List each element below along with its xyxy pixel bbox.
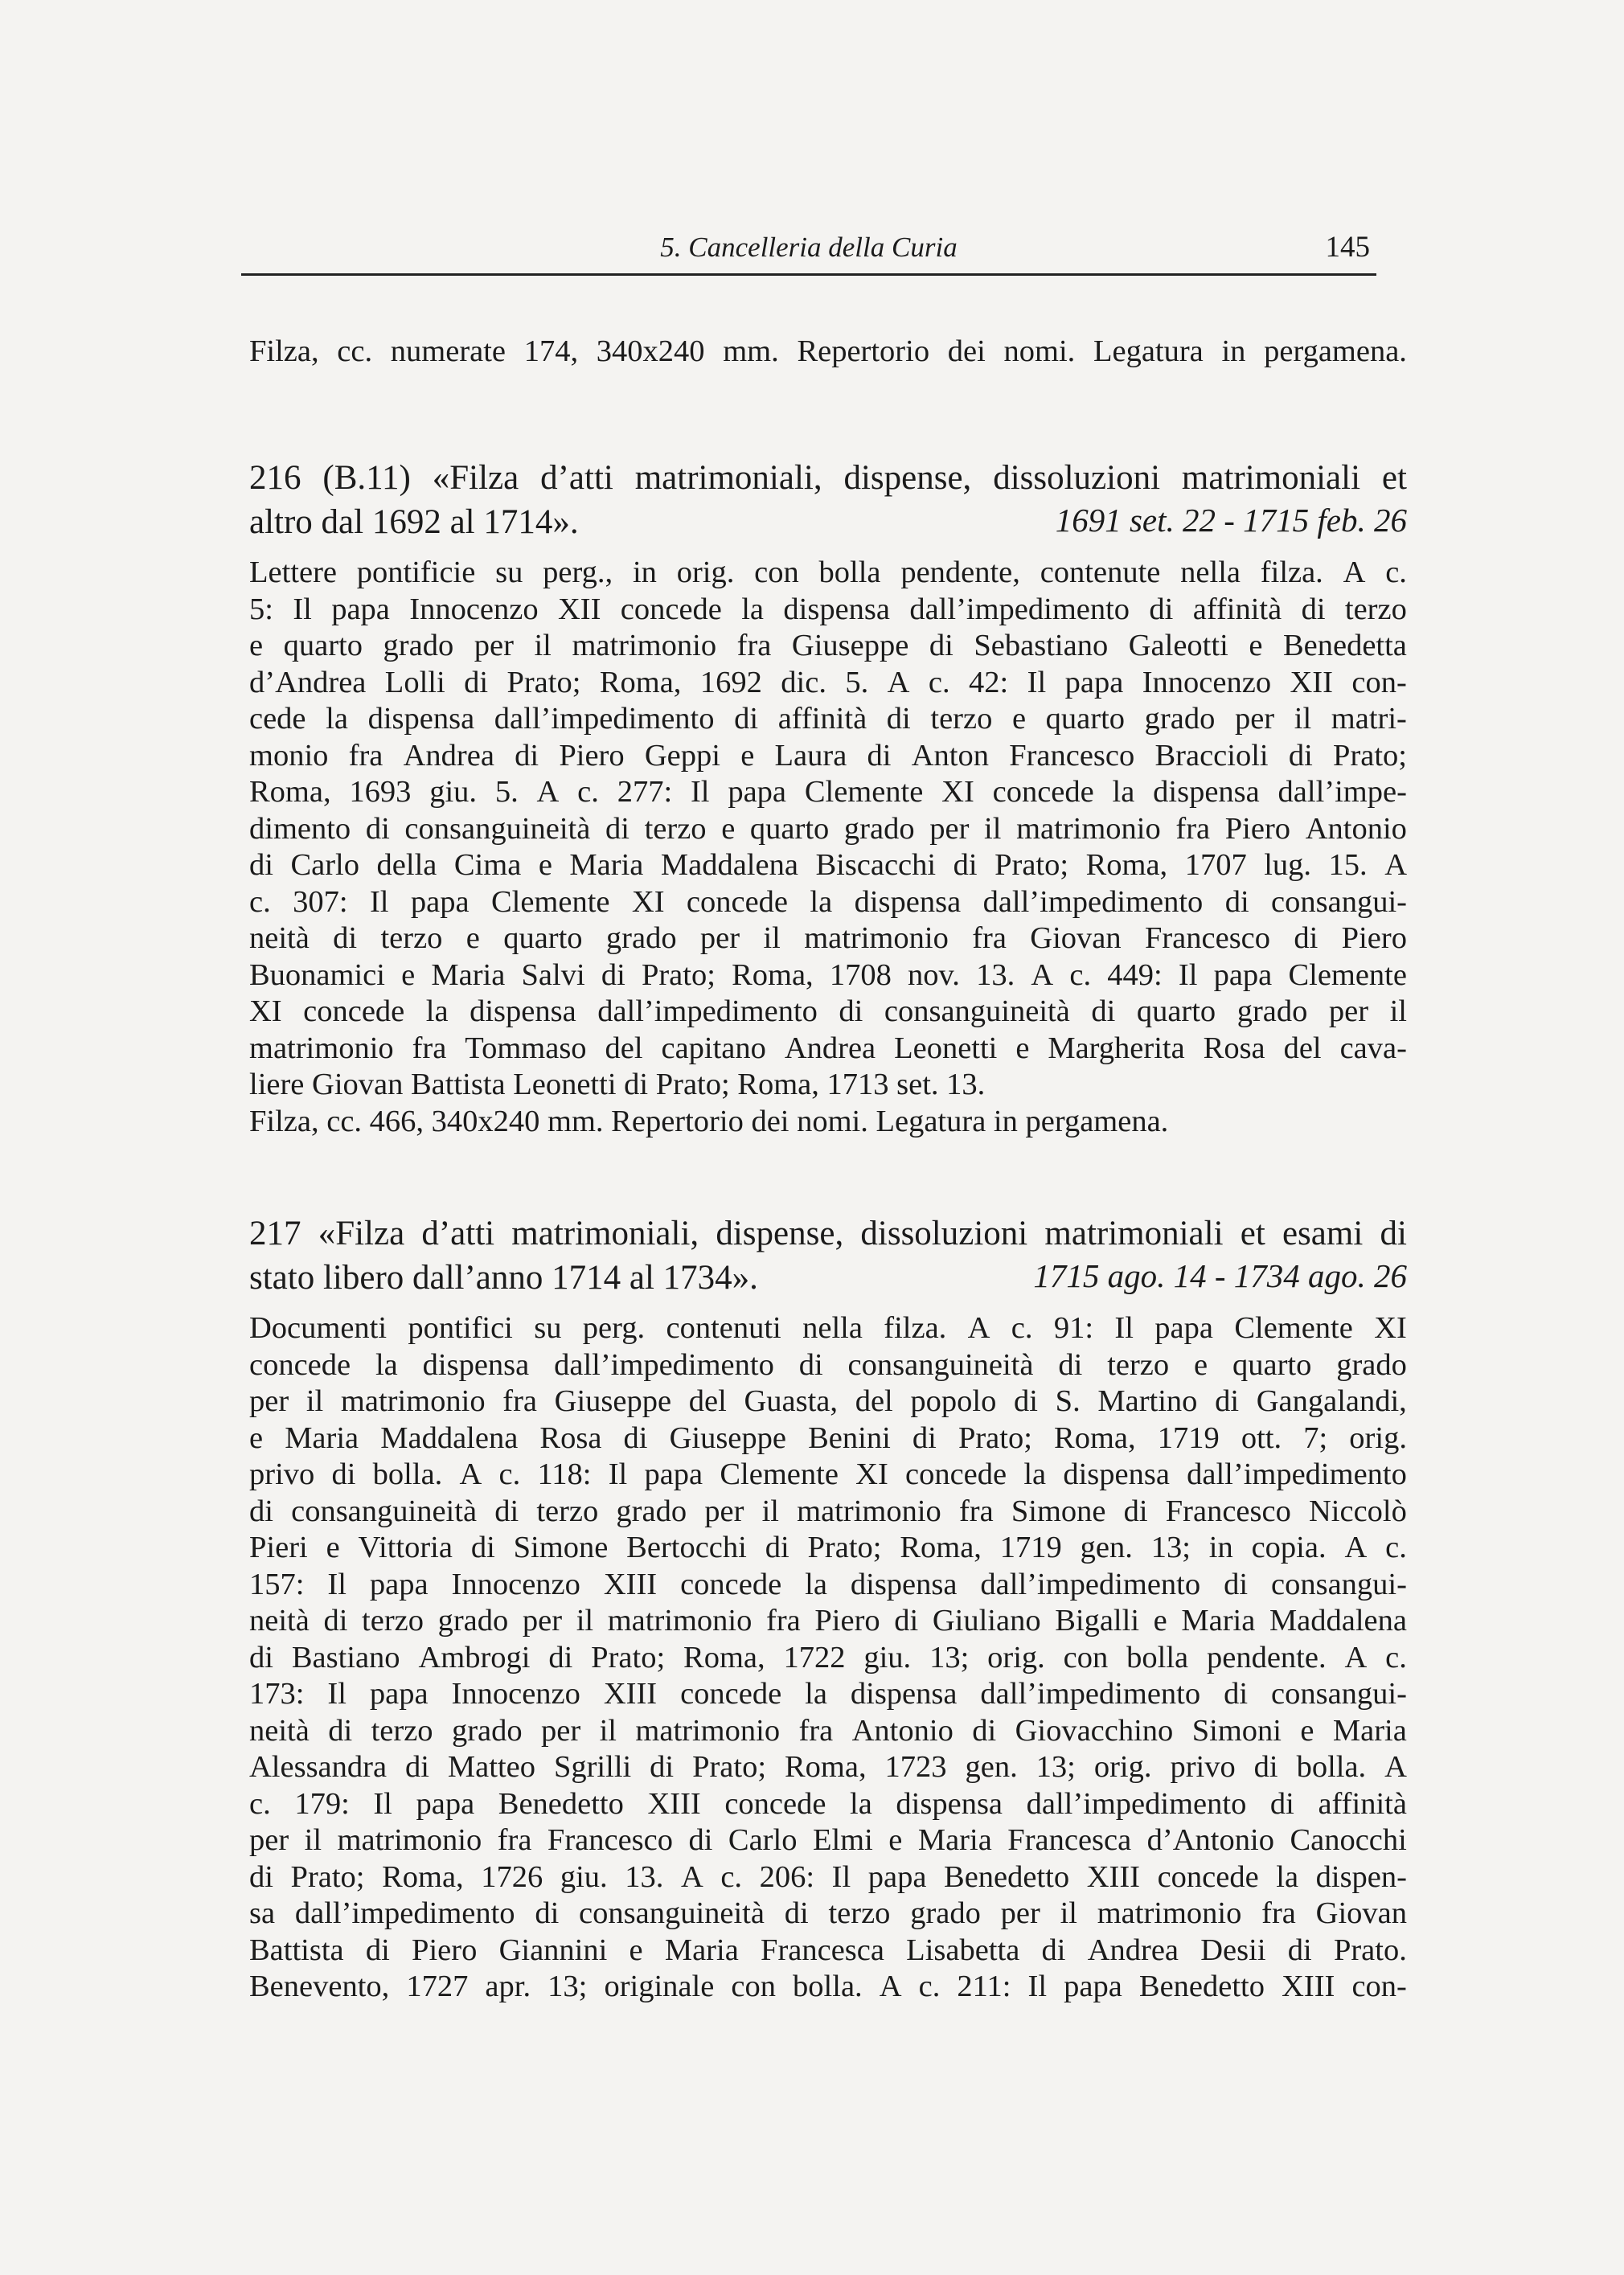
body-line: cede la dispensa dall’impedimento di affinità di terzo e quarto grado per il matri- (249, 702, 1407, 736)
body-line: Battista di Piero Giannini e Maria Francesca Lisabetta di Andrea Desii di Prato. (249, 1933, 1407, 1967)
entry-217-title-line: 217 «Filza d’atti matrimoniali, dispense, dissoluzioni matrimoniali et esami di (249, 1215, 1407, 1252)
entry-217-date: 1715 ago. 14 - 1734 ago. 26 (1033, 1257, 1407, 1294)
body-line: 173: Il papa Innocenzo XIII concede la dispensa dall’impedimento di consangui- (249, 1677, 1407, 1711)
entry-217-body (249, 1310, 1407, 2006)
body-line: d’Andrea Lolli di Prato; Roma, 1692 dic. 5. A c. 42: Il papa Innocenzo XII con- (249, 665, 1407, 699)
body-line: Pieri e Vittoria di Simone Bertocchi di Prato; Roma, 1719 gen. 13; in copia. A c. (249, 1531, 1407, 1564)
intro-note-text: Filza, cc. numerate 174, 340x240 mm. Repertorio dei nomi. Legatura in pergamena. (249, 334, 1407, 368)
body-line: 157: Il papa Innocenzo XIII concede la dispensa dall’impedimento di consangui- (249, 1567, 1407, 1601)
body-line: liere Giovan Battista Leonetti di Prato; Roma, 1713 set. 13. (249, 1068, 986, 1101)
body-line: per il matrimonio fra Francesco di Carlo Elmi e Maria Francesca d’Antonio Canocchi (249, 1823, 1407, 1857)
body-line: sa dall’impedimento di consanguineità di terzo grado per il matrimonio fra Giovan (249, 1896, 1407, 1930)
entry-216-title-line: altro dal 1692 al 1714». (249, 503, 579, 541)
body-line: neità di terzo e quarto grado per il matrimonio fra Giovan Francesco di Piero (249, 921, 1407, 955)
body-line: Benevento, 1727 apr. 13; originale con bolla. A c. 211: Il papa Benedetto XIII con- (249, 1970, 1407, 2003)
body-line: c. 307: Il papa Clemente XI concede la dispensa dall’impedimento di consangui- (249, 884, 1407, 919)
body-line: neità di terzo grado per il matrimonio fra Antonio di Giovacchino Simoni e Maria (249, 1713, 1407, 1748)
body-line: monio fra Andrea di Piero Geppi e Laura di Anton Francesco Braccioli di Prato; (249, 738, 1407, 773)
body-line: concede la dispensa dall’impedimento di consanguineità di terzo e quarto grado (249, 1347, 1407, 1382)
body-line: Buonamici e Maria Salvi di Prato; Roma, 1708 nov. 13. A c. 449: Il papa Clemente (249, 957, 1407, 992)
body-line: e Maria Maddalena Rosa di Giuseppe Benini di Prato; Roma, 1719 ott. 7; orig. (249, 1420, 1407, 1455)
body-line: c. 179: Il papa Benedetto XIII concede la dispensa dall’impedimento di affinità (249, 1786, 1407, 1821)
page-header (241, 227, 1376, 276)
entry-217-title-line: stato libero dall’anno 1714 al 1734». (249, 1259, 758, 1297)
entry-217-title (249, 1211, 1407, 1300)
body-line: neità di terzo grado per il matrimonio fra Piero di Giuliano Bigalli e Maria Maddalena (249, 1604, 1407, 1638)
page-number: 145 (1325, 231, 1370, 264)
body-line: Lettere pontificie su perg., in orig. con bolla pendente, contenute nella filza. A c. (249, 555, 1407, 589)
body-line: privo di bolla. A c. 118: Il papa Clemente XI concede la dispensa dall’impedimento (249, 1457, 1407, 1491)
entry-216-body (249, 555, 1407, 1140)
body-line: matrimonio fra Tommaso del capitano Andrea Leonetti e Margherita Rosa del cava- (249, 1031, 1407, 1065)
intro-note (249, 334, 1407, 371)
body-line: XI concede la dispensa dall’impedimento di consanguineità di quarto grado per il (249, 994, 1407, 1028)
body-line: per il matrimonio fra Giuseppe del Guasta, del popolo di S. Martino di Gangalandi, (249, 1384, 1407, 1418)
body-line: di Prato; Roma, 1726 giu. 13. A c. 206: Il papa Benedetto XIII concede la dispen- (249, 1859, 1407, 1894)
body-line: di Carlo della Cima e Maria Maddalena Biscacchi di Prato; Roma, 1707 lug. 15. A (249, 848, 1407, 882)
body-line: di Bastiano Ambrogi di Prato; Roma, 1722 giu. 13; orig. con bolla pendente. A c. (249, 1640, 1407, 1674)
body-line: e quarto grado per il matrimonio fra Giuseppe di Sebastiano Galeotti e Benedetta (249, 629, 1407, 662)
entry-216-title-line: 216 (B.11) «Filza d’atti matrimoniali, dispense, dissoluzioni matrimoniali et (249, 459, 1407, 497)
body-line: 5: Il papa Innocenzo XII concede la dispensa dall’impedimento di affinità di terzo (249, 592, 1407, 626)
entry-216-date: 1691 set. 22 - 1715 feb. 26 (1055, 502, 1407, 539)
running-title: 5. Cancelleria della Curia (660, 232, 958, 263)
body-line: Roma, 1693 giu. 5. A c. 277: Il papa Clemente XI concede la dispensa dall’impe- (249, 775, 1407, 809)
body-line: Alessandra di Matteo Sgrilli di Prato; Roma, 1723 gen. 13; orig. privo di bolla. A (249, 1750, 1407, 1784)
body-line: Documenti pontifici su perg. contenuti nella filza. A c. 91: Il papa Clemente XI (249, 1311, 1407, 1345)
entry-216-note: Filza, cc. 466, 340x240 mm. Repertorio dei nomi. Legatura in pergamena. (249, 1104, 1169, 1138)
body-line: di consanguineità di terzo grado per il matrimonio fra Simone di Francesco Niccolò (249, 1494, 1407, 1528)
body-line: dimento di consanguineità di terzo e quarto grado per il matrimonio fra Piero Antonio (249, 811, 1407, 846)
entry-216-title (249, 456, 1407, 544)
